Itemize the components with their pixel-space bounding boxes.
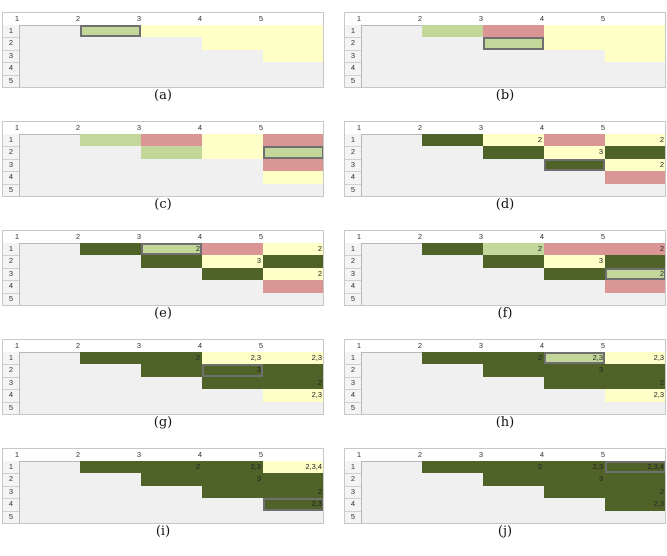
- panel-caption: (c): [154, 197, 172, 212]
- cell-r1-c4[interactable]: [544, 243, 605, 255]
- column-header-5: 5: [600, 232, 605, 241]
- cell-r1-c4[interactable]: [544, 134, 605, 146]
- row-header-2: 2: [8, 147, 14, 157]
- cell-r3-c5[interactable]: 2: [605, 486, 666, 498]
- cell-r1-c4[interactable]: 2,3: [544, 352, 605, 364]
- panel-e: [2, 230, 324, 326]
- cell-r1-c3[interactable]: [141, 134, 202, 146]
- row-header-5: 5: [8, 511, 14, 521]
- panel-f: [344, 230, 666, 326]
- row-header-4: 4: [8, 281, 14, 291]
- cell-r1-c4[interactable]: [202, 243, 263, 255]
- cell-r1-c5[interactable]: [263, 134, 324, 146]
- panel-caption: (b): [495, 88, 515, 103]
- column-header-3: 3: [136, 232, 141, 241]
- cell-r1-c2[interactable]: [422, 243, 483, 255]
- column-header-2: 2: [417, 450, 422, 459]
- row-header-1: 1: [8, 244, 14, 253]
- panel-caption: (d): [495, 197, 515, 212]
- cell-r2-c3[interactable]: [483, 255, 544, 267]
- column-header-2: 2: [417, 341, 422, 350]
- column-header-1: 1: [14, 450, 19, 459]
- row-header-5: 5: [8, 402, 14, 412]
- column-header-3: 3: [136, 450, 141, 459]
- row-header-3: 3: [350, 377, 356, 387]
- row-header-2: 2: [8, 365, 14, 375]
- column-header-3: 3: [478, 123, 483, 132]
- column-header-4: 4: [539, 341, 544, 350]
- cell-r3-c5[interactable]: 2: [605, 159, 666, 171]
- cell-r3-c5[interactable]: 2: [263, 268, 324, 280]
- column-header-1: 1: [14, 14, 19, 23]
- row-header-2: 2: [350, 365, 356, 375]
- column-header-4: 4: [539, 123, 544, 132]
- cell-r4-c5[interactable]: 2,3: [263, 498, 324, 510]
- column-header-5: 5: [600, 450, 605, 459]
- cell-r3-c5[interactable]: 2: [605, 268, 666, 280]
- row-header-2: 2: [350, 256, 356, 266]
- row-header-2: 2: [8, 256, 14, 266]
- column-header-4: 4: [539, 232, 544, 241]
- cell-r2-c3[interactable]: [141, 146, 202, 158]
- cell-r2-c5[interactable]: [605, 37, 666, 49]
- cell-r1-c4[interactable]: [544, 25, 605, 37]
- cell-r1-c5[interactable]: 2,3: [605, 352, 666, 364]
- cell-r3-c4[interactable]: [544, 159, 605, 171]
- cell-r2-c3[interactable]: [141, 364, 202, 376]
- panel-g: [2, 339, 324, 435]
- row-header-2: 2: [350, 474, 356, 484]
- row-header-4: 4: [8, 172, 14, 182]
- cell-r3-c5[interactable]: [605, 50, 666, 62]
- cell-r2-c5[interactable]: [263, 37, 324, 49]
- column-header-1: 1: [14, 123, 19, 132]
- column-header-3: 3: [136, 341, 141, 350]
- row-header-4: 4: [350, 281, 356, 291]
- row-header-4: 4: [350, 499, 356, 509]
- panel-h: [344, 339, 666, 435]
- cell-r1-c5[interactable]: 2,3: [263, 352, 324, 364]
- cell-r1-c2[interactable]: [80, 461, 141, 473]
- column-header-4: 4: [539, 14, 544, 23]
- row-header-5: 5: [350, 402, 356, 412]
- column-header-2: 2: [75, 123, 80, 132]
- cell-r3-c5[interactable]: [263, 159, 324, 171]
- column-header-3: 3: [478, 14, 483, 23]
- column-header-1: 1: [356, 123, 361, 132]
- cell-r2-c3[interactable]: [483, 146, 544, 158]
- cell-r2-c4[interactable]: 3: [202, 255, 263, 267]
- column-header-5: 5: [600, 123, 605, 132]
- cell-r3-c5[interactable]: [263, 50, 324, 62]
- cell-r2-c5[interactable]: [263, 146, 324, 158]
- cell-r3-c4[interactable]: [202, 268, 263, 280]
- column-header-5: 5: [600, 14, 605, 23]
- spreadsheet-grid: [344, 339, 666, 415]
- row-header-3: 3: [8, 159, 14, 169]
- cell-r1-c4[interactable]: [202, 134, 263, 146]
- cell-r4-c5[interactable]: 2,3: [605, 389, 666, 401]
- cell-r2-c3[interactable]: [483, 364, 544, 376]
- cell-r2-c4[interactable]: 3: [544, 146, 605, 158]
- column-header-5: 5: [258, 14, 263, 23]
- row-header-4: 4: [350, 172, 356, 182]
- column-header-3: 3: [478, 450, 483, 459]
- column-header-2: 2: [417, 123, 422, 132]
- cell-r4-c5[interactable]: 2,3: [263, 389, 324, 401]
- cell-r1-c3[interactable]: 2: [483, 243, 544, 255]
- cell-r4-c5[interactable]: [263, 171, 324, 183]
- column-header-2: 2: [417, 232, 422, 241]
- column-header-4: 4: [197, 341, 202, 350]
- column-header-1: 1: [14, 341, 19, 350]
- column-header-1: 1: [356, 450, 361, 459]
- cell-r1-c2[interactable]: [422, 461, 483, 473]
- cell-r2-c4[interactable]: 3: [544, 255, 605, 267]
- cell-r1-c2[interactable]: [80, 25, 141, 37]
- column-header-3: 3: [478, 341, 483, 350]
- panel-b: [344, 12, 666, 108]
- cell-r4-c5[interactable]: [263, 280, 324, 292]
- cell-r2-c5[interactable]: [605, 473, 666, 485]
- row-header-4: 4: [350, 390, 356, 400]
- row-header-5: 5: [8, 293, 14, 303]
- cell-r4-c5[interactable]: [605, 280, 666, 292]
- cell-r1-c2[interactable]: [422, 134, 483, 146]
- cell-r2-c5[interactable]: [263, 473, 324, 485]
- row-header-3: 3: [8, 486, 14, 496]
- cell-r1-c2[interactable]: [422, 352, 483, 364]
- spreadsheet-grid: [2, 339, 324, 415]
- cell-r2-c4[interactable]: 3: [202, 364, 263, 376]
- column-header-2: 2: [75, 232, 80, 241]
- row-header-5: 5: [350, 293, 356, 303]
- cell-r1-c2[interactable]: [80, 352, 141, 364]
- cell-r1-c3[interactable]: 2: [483, 352, 544, 364]
- row-header-3: 3: [350, 268, 356, 278]
- panel-d: [344, 121, 666, 217]
- cell-r1-c5[interactable]: [263, 25, 324, 37]
- panel-caption: (e): [154, 306, 172, 321]
- row-header-2: 2: [350, 147, 356, 157]
- cell-r3-c4[interactable]: [544, 486, 605, 498]
- column-header-4: 4: [539, 450, 544, 459]
- cell-r2-c4[interactable]: [202, 146, 263, 158]
- spreadsheet-grid: [344, 121, 666, 197]
- column-header-4: 4: [197, 14, 202, 23]
- row-header-1: 1: [350, 135, 356, 144]
- cell-r2-c5[interactable]: [263, 255, 324, 267]
- cell-r3-c5[interactable]: 2: [263, 486, 324, 498]
- column-header-1: 1: [14, 232, 19, 241]
- cell-r3-c5[interactable]: 2: [605, 377, 666, 389]
- panel-a: [2, 12, 324, 108]
- cell-r2-c4[interactable]: 3: [544, 364, 605, 376]
- cell-r1-c3[interactable]: 2: [483, 134, 544, 146]
- cell-r3-c4[interactable]: [544, 268, 605, 280]
- row-header-3: 3: [350, 159, 356, 169]
- panel-caption: (j): [497, 524, 513, 539]
- panel-caption: (f): [497, 306, 513, 321]
- column-header-5: 5: [600, 341, 605, 350]
- column-header-5: 5: [258, 232, 263, 241]
- column-header-1: 1: [356, 341, 361, 350]
- cell-r2-c3[interactable]: [483, 473, 544, 485]
- column-header-5: 5: [258, 341, 263, 350]
- row-header-1: 1: [8, 135, 14, 144]
- panel-c: [2, 121, 324, 217]
- cell-r2-c3[interactable]: [141, 255, 202, 267]
- cell-r2-c4[interactable]: 3: [544, 473, 605, 485]
- column-header-1: 1: [356, 14, 361, 23]
- cell-r2-c3[interactable]: [141, 473, 202, 485]
- cell-r2-c5[interactable]: [263, 364, 324, 376]
- cell-r2-c4[interactable]: 3: [202, 473, 263, 485]
- row-header-1: 1: [350, 462, 356, 471]
- column-header-3: 3: [478, 232, 483, 241]
- cell-r1-c3[interactable]: 2: [141, 352, 202, 364]
- row-header-1: 1: [8, 26, 14, 35]
- cell-r1-c5[interactable]: 2: [605, 243, 666, 255]
- cell-r3-c4[interactable]: [202, 486, 263, 498]
- cell-r1-c3[interactable]: 2: [141, 461, 202, 473]
- row-header-5: 5: [350, 511, 356, 521]
- cell-r1-c4[interactable]: [202, 25, 263, 37]
- cell-r3-c4[interactable]: [202, 377, 263, 389]
- cell-r1-c4[interactable]: 2,3: [202, 461, 263, 473]
- row-header-5: 5: [350, 184, 356, 194]
- row-header-1: 1: [350, 353, 356, 362]
- column-header-2: 2: [417, 14, 422, 23]
- cell-r1-c3[interactable]: 2: [483, 461, 544, 473]
- panel-caption: (a): [154, 88, 172, 103]
- column-header-4: 4: [197, 450, 202, 459]
- cell-r3-c4[interactable]: [544, 377, 605, 389]
- panel-caption: (i): [155, 524, 171, 539]
- row-header-2: 2: [350, 38, 356, 48]
- spreadsheet-grid: [344, 12, 666, 88]
- column-header-4: 4: [197, 232, 202, 241]
- panel-j: [344, 448, 666, 544]
- cell-r2-c3[interactable]: [483, 37, 544, 49]
- cell-r3-c5[interactable]: 2: [263, 377, 324, 389]
- row-header-3: 3: [350, 50, 356, 60]
- column-header-5: 5: [258, 123, 263, 132]
- cell-r1-c4[interactable]: 2,3: [544, 461, 605, 473]
- spreadsheet-grid: [2, 121, 324, 197]
- row-header-3: 3: [8, 268, 14, 278]
- row-header-4: 4: [8, 499, 14, 509]
- cell-r1-c3[interactable]: [141, 25, 202, 37]
- row-header-1: 1: [350, 244, 356, 253]
- row-header-4: 4: [8, 390, 14, 400]
- column-header-2: 2: [75, 341, 80, 350]
- panel-caption: (g): [153, 415, 173, 430]
- column-header-3: 3: [136, 14, 141, 23]
- column-header-2: 2: [75, 14, 80, 23]
- cell-r1-c5[interactable]: 2,3,4: [263, 461, 324, 473]
- cell-r2-c4[interactable]: [202, 37, 263, 49]
- cell-r1-c5[interactable]: 2,3,4: [605, 461, 666, 473]
- row-header-4: 4: [8, 63, 14, 73]
- column-header-2: 2: [75, 450, 80, 459]
- cell-r1-c2[interactable]: [80, 243, 141, 255]
- cell-r1-c5[interactable]: 2: [605, 134, 666, 146]
- spreadsheet-grid: [344, 230, 666, 306]
- cell-r1-c2[interactable]: [80, 134, 141, 146]
- cell-r1-c3[interactable]: 2: [141, 243, 202, 255]
- spreadsheet-grid: [344, 448, 666, 524]
- cell-r1-c3[interactable]: [483, 25, 544, 37]
- row-header-2: 2: [8, 38, 14, 48]
- cell-r4-c5[interactable]: [605, 171, 666, 183]
- cell-r4-c5[interactable]: 2,3: [605, 498, 666, 510]
- spreadsheet-grid: [2, 12, 324, 88]
- row-header-5: 5: [8, 184, 14, 194]
- column-header-4: 4: [197, 123, 202, 132]
- cell-r2-c5[interactable]: [605, 364, 666, 376]
- cell-r1-c5[interactable]: [605, 25, 666, 37]
- cell-r1-c2[interactable]: [422, 25, 483, 37]
- row-header-3: 3: [350, 486, 356, 496]
- row-header-3: 3: [8, 50, 14, 60]
- cell-r2-c4[interactable]: [544, 37, 605, 49]
- column-header-5: 5: [258, 450, 263, 459]
- row-header-3: 3: [8, 377, 14, 387]
- spreadsheet-grid: [2, 448, 324, 524]
- row-header-1: 1: [8, 462, 14, 471]
- row-header-1: 1: [8, 353, 14, 362]
- row-header-2: 2: [8, 474, 14, 484]
- spreadsheet-grid: [2, 230, 324, 306]
- row-header-4: 4: [350, 63, 356, 73]
- column-header-1: 1: [356, 232, 361, 241]
- panel-caption: (h): [495, 415, 515, 430]
- row-header-5: 5: [350, 75, 356, 85]
- row-header-5: 5: [8, 75, 14, 85]
- panel-i: [2, 448, 324, 544]
- cell-r1-c5[interactable]: 2: [263, 243, 324, 255]
- cell-r2-c5[interactable]: [605, 255, 666, 267]
- cell-r2-c5[interactable]: [605, 146, 666, 158]
- row-header-1: 1: [350, 26, 356, 35]
- cell-r1-c4[interactable]: 2,3: [202, 352, 263, 364]
- column-header-3: 3: [136, 123, 141, 132]
